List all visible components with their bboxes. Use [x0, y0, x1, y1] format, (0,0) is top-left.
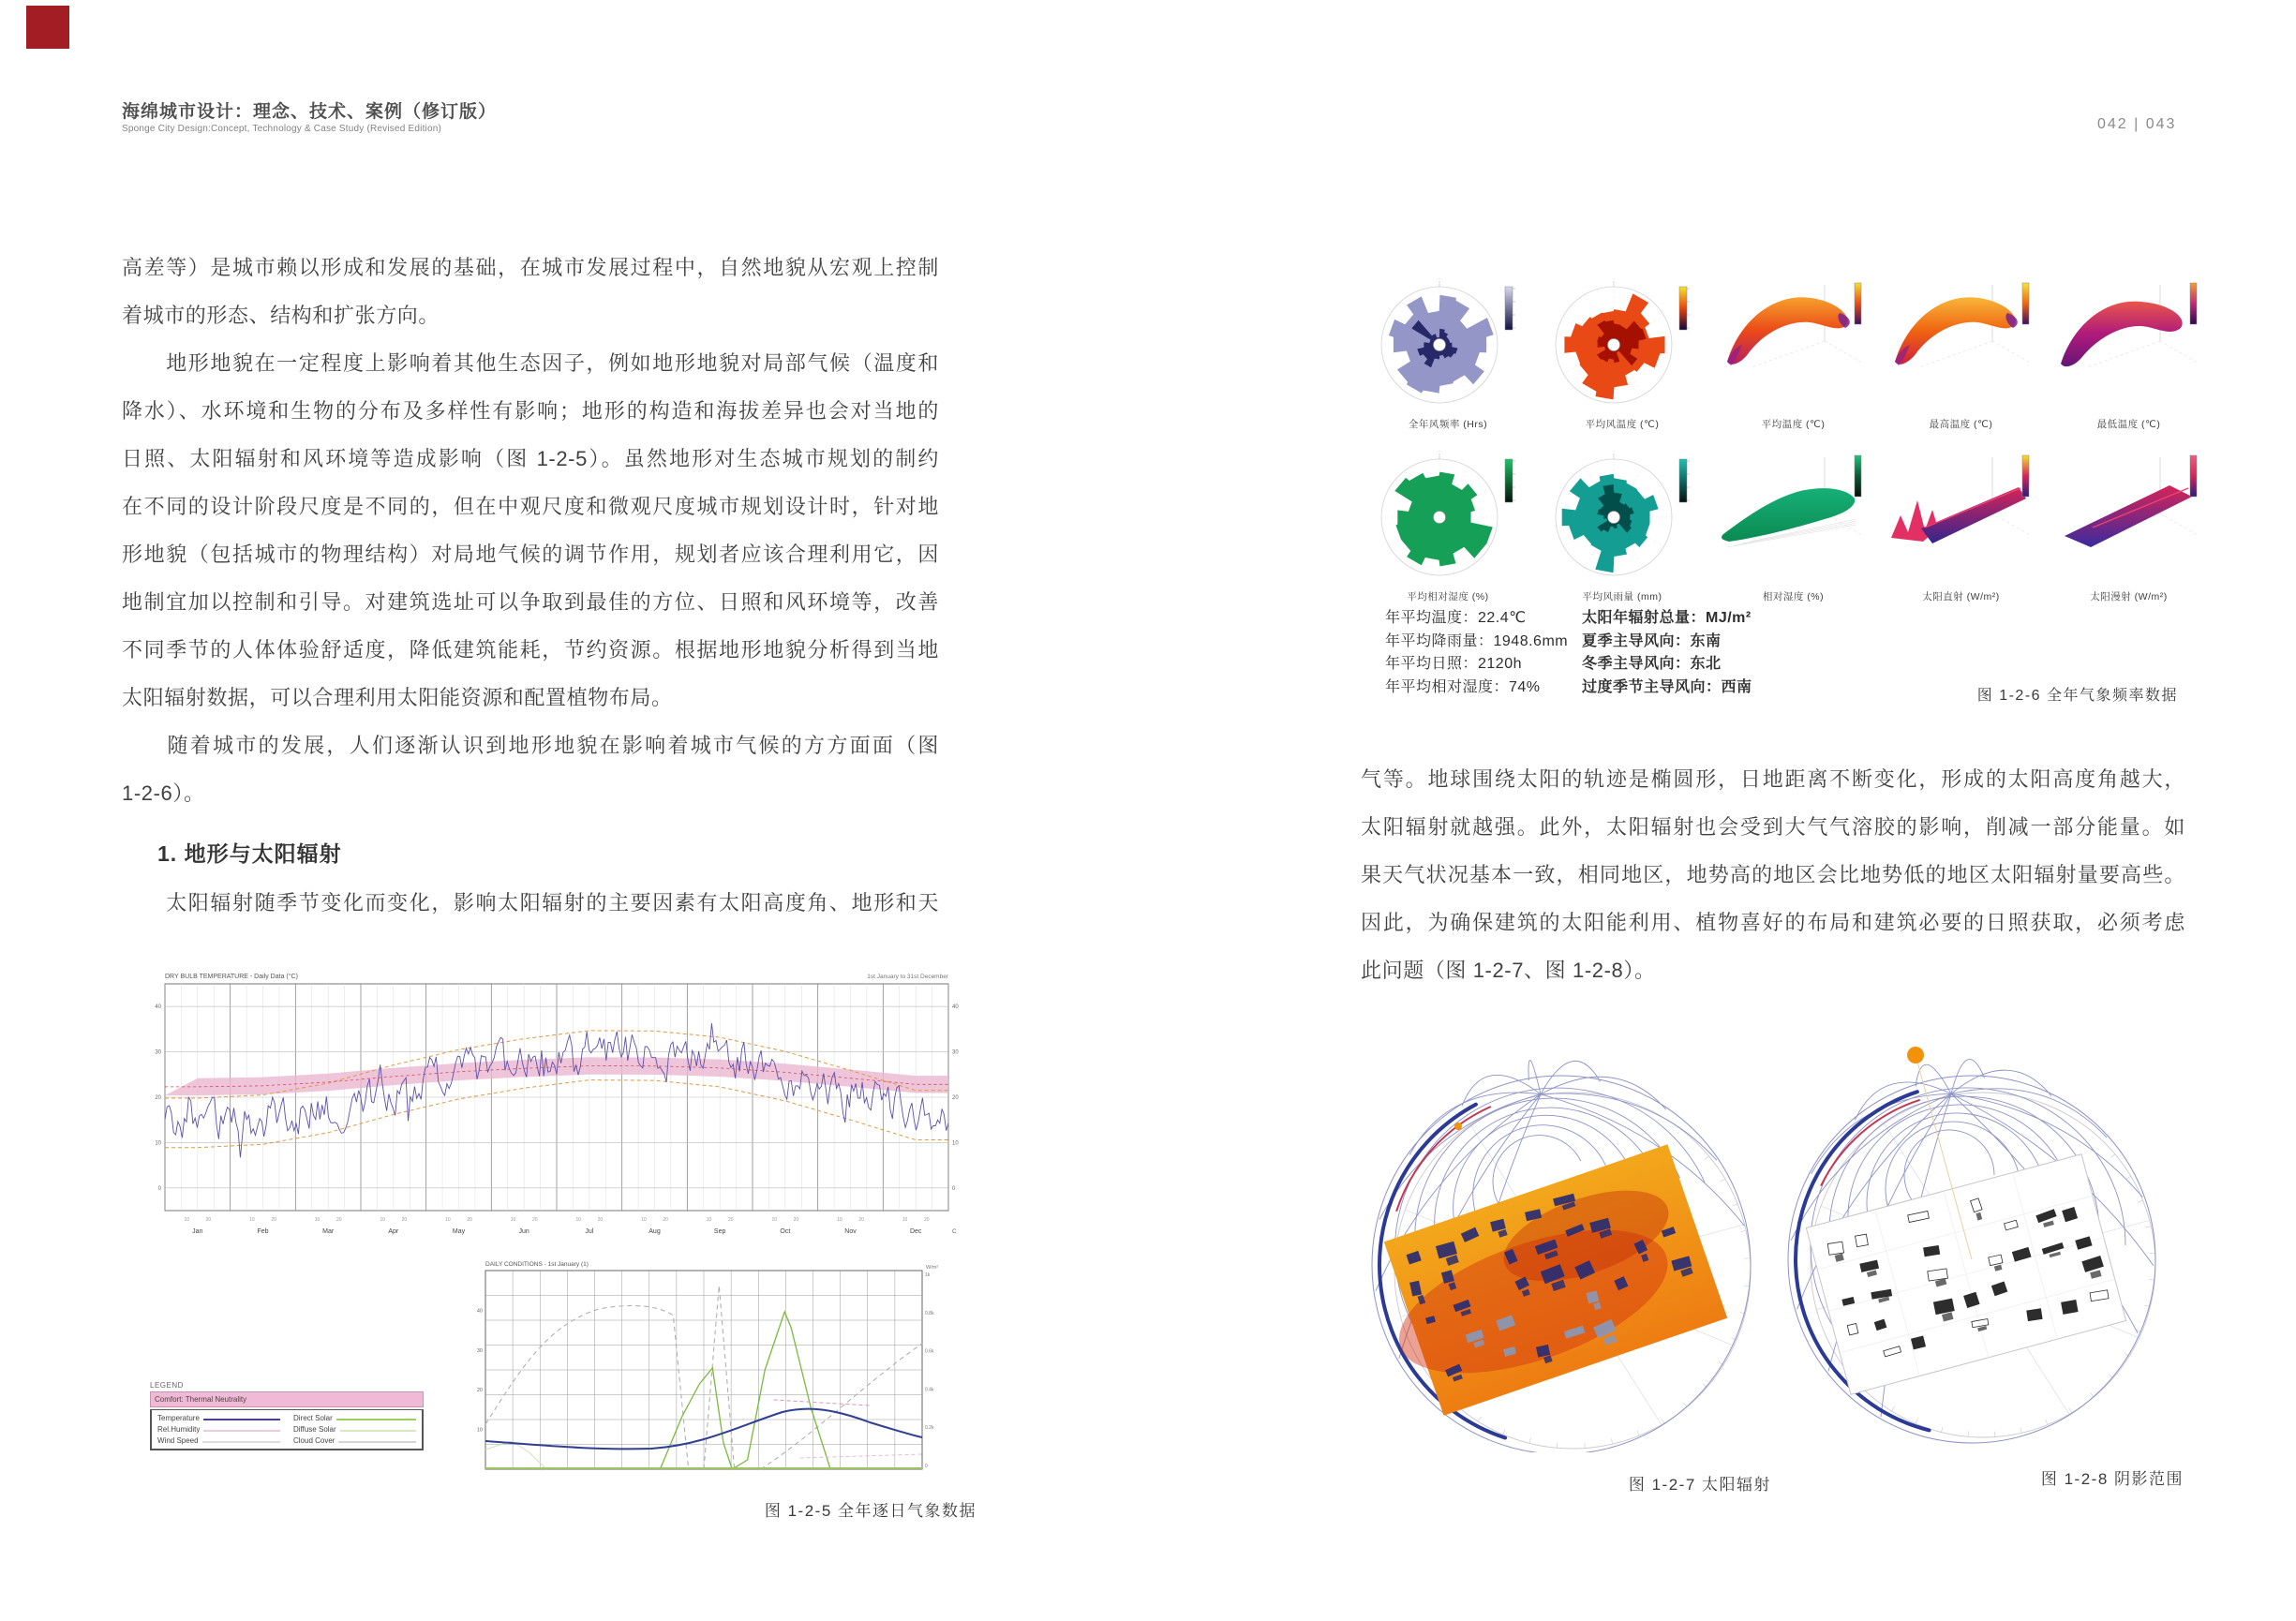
stat-line: 过度季节主导风向：西南 [1582, 678, 1752, 695]
svg-text:10: 10 [575, 1217, 582, 1223]
solar-radiation-dome-figure [1348, 1004, 1771, 1452]
body-line: 地制宜加以控制和引导。对建筑选址可以争取到最佳的方位、日照和风环境等，改善 [122, 590, 939, 614]
svg-text:10: 10 [771, 1217, 778, 1223]
svg-text:20: 20 [155, 1095, 161, 1101]
body-line: 在不同的设计阶段尺度是不同的，但在中观尺度和微观尺度城市规划设计时，针对地 [122, 495, 939, 518]
body-line: 1-2-6）。 [122, 781, 205, 805]
svg-text:20: 20 [531, 1217, 538, 1223]
body-line: 日照、太阳辐射和风环境等造成影响（图 1-2-5）。虽然地形对生态城市规划的制约 [122, 447, 939, 470]
svg-text:20: 20 [858, 1217, 864, 1223]
svg-text:May: May [452, 1228, 466, 1235]
body-line: 降水）、水环境和生物的分布及多样性有影响；地形的构造和海拔差异也会对当地的 [122, 399, 939, 423]
panel-label: 最低温度 (℃) [2096, 419, 2161, 430]
svg-text:10: 10 [380, 1217, 386, 1223]
wind-rose-chart [1543, 446, 1702, 585]
svg-text:··: ·· [1438, 449, 1441, 454]
svg-text:40: 40 [952, 1004, 959, 1011]
svg-text:20: 20 [205, 1217, 212, 1223]
book-title: 海绵城市设计：理念、技术、案例（修订版） [122, 102, 498, 122]
svg-text:0.6k: 0.6k [925, 1348, 934, 1355]
svg-text:Apr: Apr [388, 1228, 399, 1235]
wind-rose-panel [1535, 446, 1709, 617]
body-line: 形地貌（包括城市的物理结构）对局地气候的调节作用，规划者应该合理利用它，因 [122, 543, 939, 566]
svg-text:DAILY CONDITIONS - 1st January: DAILY CONDITIONS - 1st January (1) [485, 1261, 589, 1268]
climate-frequency-figure [1361, 274, 2213, 617]
climate-stats-col2 [1582, 607, 1752, 699]
left-paragraph-2 [122, 879, 939, 927]
body-line: 高差等）是城市赖以形成和发展的基础，在城市发展过程中，自然地貌从宏观上控制 [122, 256, 939, 279]
surface-chart [2050, 446, 2209, 585]
svg-text:0: 0 [952, 1185, 956, 1192]
svg-text:30: 30 [952, 1049, 959, 1056]
svg-text:30: 30 [476, 1347, 483, 1354]
body-line: 不同季节的人体体验舒适度，降低建筑能耗，节约资源。根据地形地貌分析得到当地 [122, 638, 939, 662]
body-line: 着城市的形态、结构和扩张方向。 [122, 304, 440, 327]
svg-text:20: 20 [793, 1217, 799, 1223]
chart-legend [150, 1381, 424, 1450]
panel-label: 平均相对湿度 (%) [1407, 591, 1489, 602]
svg-text:10: 10 [641, 1217, 647, 1223]
legend-item: Direct Solar [293, 1414, 416, 1422]
surface-chart [1714, 446, 1873, 585]
body-line: 因此，为确保建筑的太阳能利用、植物喜好的布局和建筑必要的日照获取，必须考虑 [1361, 911, 2185, 934]
section-heading: 1. 地形与太阳辐射 [157, 841, 342, 866]
book-subtitle: Sponge City Design:Concept, Technology & Case Study (Revised Edition) [122, 124, 442, 134]
stat-line: 年平均相对湿度：74% [1385, 678, 1541, 695]
body-line: 此问题（图 1-2-7、图 1-2-8）。 [1361, 959, 1656, 982]
svg-text:Jul: Jul [585, 1228, 594, 1235]
figure-1-2-7-caption: 图 1-2-7 太阳辐射 [1628, 1476, 1771, 1494]
surface-chart [1882, 274, 2041, 412]
panel-label: 平均温度 (℃) [1761, 419, 1826, 430]
svg-text:10: 10 [706, 1217, 712, 1223]
surface-plot-panel [2045, 446, 2213, 617]
svg-text:0.2k: 0.2k [925, 1425, 934, 1432]
wind-rose-panel [1361, 446, 1535, 617]
svg-text:Mar: Mar [322, 1228, 335, 1235]
svg-text:20: 20 [663, 1217, 668, 1223]
panel-label: 平均风雨量 (mm) [1582, 591, 1662, 602]
svg-text:10: 10 [837, 1217, 842, 1223]
body-line: 太阳辐射数据，可以合理利用太阳能资源和配置植物布局。 [122, 686, 673, 709]
svg-text:30: 30 [155, 1049, 161, 1056]
body-line: 地形地貌在一定程度上影响着其他生态因子，例如地形地貌对局部气候（温度和 [122, 351, 939, 375]
stat-line: 年平均降雨量：1948.6mm [1385, 632, 1569, 649]
svg-text:10: 10 [155, 1140, 161, 1147]
right-paragraph-block [1361, 755, 2185, 994]
svg-text:10: 10 [476, 1427, 483, 1434]
svg-text:W/m²: W/m² [926, 1265, 939, 1271]
figure-1-2-8-caption: 图 1-2-8 阴影范围 [2040, 1470, 2184, 1488]
body-line: 果天气状况基本一致，相同地区，地势高的地区会比地势低的地区太阳辐射量要高些。 [1361, 863, 2185, 886]
stat-line: 年平均温度：22.4℃ [1385, 610, 1527, 626]
page-numbers: 042 | 043 [2097, 116, 2177, 132]
stat-line: 夏季主导风向：东南 [1582, 632, 1722, 649]
svg-text:20: 20 [271, 1217, 276, 1223]
surface-plot-panel [1709, 446, 1877, 617]
surface-chart [1882, 446, 2041, 585]
svg-text:··: ·· [1612, 449, 1616, 454]
svg-text:0.4k: 0.4k [925, 1387, 934, 1393]
legend-items [150, 1409, 424, 1450]
svg-text:20: 20 [923, 1217, 930, 1223]
climate-stats-col1 [1385, 607, 1568, 699]
legend-item: Diffuse Solar [293, 1425, 416, 1434]
wind-rose-chart [1368, 274, 1528, 412]
svg-text:0.8k: 0.8k [925, 1310, 934, 1316]
svg-text:10: 10 [902, 1217, 908, 1223]
svg-text:Feb: Feb [257, 1228, 269, 1235]
svg-text:20: 20 [476, 1388, 483, 1394]
body-line: 气等。地球围绕太阳的轨迹是椭圆形，日地距离不断变化，形成的太阳高度角越大， [1361, 767, 2185, 791]
svg-text:10: 10 [314, 1217, 321, 1223]
surface-plot-panel [1877, 446, 2045, 617]
figure-1-2-5-caption: 图 1-2-5 全年逐日气象数据 [764, 1502, 977, 1520]
legend-item: Wind Speed [157, 1436, 280, 1445]
svg-text:20: 20 [467, 1217, 472, 1223]
svg-text:20: 20 [952, 1095, 959, 1101]
panel-label: 太阳直射 (W/m²) [1922, 591, 2000, 602]
surface-plot-panel [1877, 274, 2045, 444]
svg-text:Sep: Sep [713, 1228, 726, 1235]
panel-label: 全年风频率 (Hrs) [1408, 419, 1488, 430]
svg-text:··: ·· [1438, 276, 1441, 281]
chapter-color-tab [26, 6, 69, 49]
wind-rose-panel [1361, 274, 1535, 444]
svg-text:10: 10 [249, 1217, 255, 1223]
stat-line: 冬季主导风向：东北 [1582, 656, 1722, 672]
svg-text:Jan: Jan [192, 1228, 203, 1235]
stat-line: 年平均日照：2120h [1385, 656, 1522, 672]
annual-weather-chart [137, 969, 977, 1250]
surface-plot-panel [2045, 274, 2213, 444]
surface-chart [1714, 274, 1873, 412]
surface-plot-panel [1709, 274, 1877, 444]
svg-text:Oct: Oct [780, 1228, 791, 1235]
svg-text:10: 10 [952, 1140, 959, 1147]
svg-text:··: ·· [1612, 276, 1616, 281]
body-line: 随着城市的发展，人们逐渐认识到地形地貌在影响着城市气候的方方面面（图 [122, 734, 939, 757]
wind-rose-chart [1543, 274, 1702, 412]
svg-text:20: 20 [597, 1217, 604, 1223]
figure-1-2-6-caption: 图 1-2-6 全年气象频率数据 [1976, 688, 2178, 704]
legend-item: Temperature [157, 1414, 280, 1422]
svg-text:40: 40 [476, 1308, 483, 1315]
legend-item: Rel.Humidity [157, 1425, 280, 1434]
svg-text:DRY BULB TEMPERATURE - Daily D: DRY BULB TEMPERATURE - Daily Data (°C) [165, 974, 298, 980]
wind-rose-chart [1368, 446, 1528, 585]
svg-text:20: 20 [727, 1217, 734, 1223]
svg-text:10: 10 [445, 1217, 451, 1223]
surface-chart [2050, 274, 2209, 412]
svg-text:Aug: Aug [649, 1228, 661, 1235]
panel-label: 相对湿度 (%) [1762, 591, 1825, 602]
svg-text:20: 20 [335, 1217, 342, 1223]
svg-text:1k: 1k [925, 1272, 931, 1278]
svg-text:Jun: Jun [518, 1228, 529, 1235]
svg-text:Nov: Nov [844, 1228, 857, 1235]
shadow-range-dome-figure [1773, 1004, 2187, 1452]
body-line: 太阳辐射随季节变化而变化，影响太阳辐射的主要因素有太阳高度角、地形和天 [122, 891, 939, 915]
svg-text:20: 20 [401, 1217, 408, 1223]
stat-line: 太阳年辐射总量：MJ/m² [1582, 610, 1752, 626]
left-paragraph-block [122, 244, 939, 817]
svg-text:C: C [952, 1228, 957, 1235]
legend-item: Cloud Cover [293, 1436, 416, 1445]
svg-text:10: 10 [184, 1217, 190, 1223]
comfort-band-label: Comfort: Thermal Neutrality [150, 1391, 424, 1407]
svg-text:Dec: Dec [909, 1228, 922, 1235]
svg-text:1st January to 31st December: 1st January to 31st December [867, 974, 948, 980]
svg-text:10: 10 [510, 1217, 516, 1223]
daily-conditions-chart [461, 1257, 943, 1488]
body-line: 太阳辐射就越强。此外，太阳辐射也会受到大气气溶胶的影响，削减一部分能量。如 [1361, 815, 2185, 839]
panel-label: 太阳漫射 (W/m²) [2090, 591, 2168, 602]
panel-label: 最高温度 (℃) [1929, 419, 1993, 430]
wind-rose-panel [1535, 274, 1709, 444]
legend-title: LEGEND [150, 1381, 184, 1390]
svg-text:40: 40 [155, 1004, 161, 1011]
svg-text:0: 0 [157, 1185, 161, 1192]
svg-text:0: 0 [925, 1464, 928, 1469]
panel-label: 平均风温度 (℃) [1585, 419, 1660, 430]
